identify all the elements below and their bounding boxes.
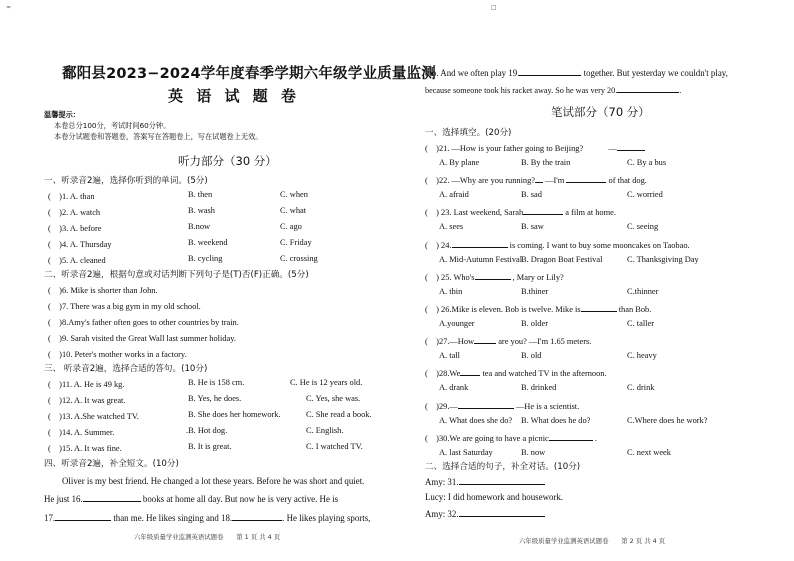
answer-paren[interactable]: ( bbox=[48, 396, 60, 405]
note-line-2: 本卷分试题卷和答题卷，答案写在答题卷上，写在试题卷上无效。 bbox=[54, 132, 263, 141]
passage-continued-1: too. And we often play 19. together. But yesterday we couldn't play, bbox=[425, 68, 728, 78]
blank-18[interactable] bbox=[232, 512, 282, 521]
answer-paren[interactable]: ( bbox=[425, 176, 437, 185]
right-page-footer: 六年级质量学业监测英语试题卷 第 2 页 共 4 页 bbox=[519, 537, 666, 545]
answer-paren[interactable]: ( bbox=[48, 240, 60, 249]
q4-option-c: C. Friday bbox=[280, 238, 312, 247]
q22-option-c: C. worried bbox=[627, 190, 663, 199]
passage-line-2: He just 16. books at home all day. But now he is very active. He is bbox=[44, 494, 339, 504]
q23-option-b: B. saw bbox=[521, 222, 544, 231]
q9: ( )9. Sarah visited the Great Wall last summer holiday. bbox=[48, 334, 236, 343]
q15: ( )15. A. It was fine. bbox=[48, 444, 122, 453]
passage-line-3: 17. than me. He likes singing and 18. . He likes playing sports, bbox=[44, 513, 371, 523]
q14-option-b: .B. Hot dog. bbox=[186, 426, 228, 435]
q29-option-a: A. What does she do? bbox=[439, 416, 513, 425]
q1-option-c: C. when bbox=[280, 190, 308, 199]
blank-29[interactable] bbox=[458, 400, 514, 409]
q25-option-c: C.thinner bbox=[627, 287, 659, 296]
q25-option-a: A. thin bbox=[439, 287, 463, 296]
passage-line-1: Oliver is my best friend. He changed a lot these years. Before he was short and quiet. bbox=[62, 476, 365, 486]
blank-28[interactable] bbox=[460, 367, 480, 376]
answer-paren[interactable]: ( bbox=[425, 434, 437, 443]
blank-21[interactable] bbox=[617, 142, 645, 151]
q11-option-b: B. He is 158 cm. bbox=[188, 378, 245, 387]
dialogue-line-31: Amy: 31. bbox=[425, 476, 545, 487]
answer-paren[interactable]: ( bbox=[425, 273, 437, 282]
blank-22[interactable] bbox=[566, 174, 606, 183]
q12-option-b: B. Yes, he does. bbox=[188, 394, 242, 403]
q30-option-a: A. last Saturday bbox=[439, 448, 493, 457]
q30-option-b: B. now bbox=[521, 448, 546, 457]
q11-option-c: C. He is 12 years old. bbox=[290, 378, 363, 387]
section2-heading: 二、听录音2遍，根据句意或对话判断下列句子是(T)否(F)正确。(5分) bbox=[44, 270, 309, 280]
q3-option-b: B.now bbox=[188, 222, 211, 231]
blank-24[interactable] bbox=[452, 239, 508, 248]
answer-paren[interactable]: ( bbox=[48, 224, 60, 233]
section1-heading: 一、听录音2遍，选择你听到的单词。(5分) bbox=[44, 176, 208, 186]
written-section1-heading: 一、选择填空。(20分) bbox=[425, 128, 512, 138]
answer-paren[interactable]: ( bbox=[48, 256, 60, 265]
answer-paren[interactable]: ( bbox=[425, 208, 437, 217]
blank-20[interactable] bbox=[617, 84, 679, 93]
answer-paren[interactable]: ( bbox=[48, 334, 60, 343]
q6: ( )6. Mike is shorter than John. bbox=[48, 286, 158, 295]
right-page bbox=[397, 0, 794, 561]
written-title: 笔试部分（70 分） bbox=[551, 105, 650, 119]
q2: ( )2. A. watch bbox=[48, 208, 101, 217]
written-section2-heading: 二、选择合适的句子，补全对话。(10分) bbox=[425, 462, 581, 472]
answer-paren[interactable]: ( bbox=[48, 318, 60, 327]
q25: ( ) 25. Who's , Mary or Lily? bbox=[425, 273, 564, 282]
blank-23[interactable] bbox=[523, 206, 563, 215]
answer-paren[interactable]: ( bbox=[425, 369, 437, 378]
corner-mark-right: □ bbox=[491, 4, 497, 11]
q5-option-b: B. cycling bbox=[188, 254, 223, 263]
q28-option-b: B. drinked bbox=[521, 383, 557, 392]
blank-32[interactable] bbox=[459, 508, 545, 517]
left-page-footer: 六年级质量学业监测英语试题卷 第 1 页 共 4 页 bbox=[134, 533, 281, 541]
q13-option-b: B. She does her homework. bbox=[188, 410, 281, 419]
q28-option-a: A. drank bbox=[439, 383, 469, 392]
q21: ( )21. —How is your father going to Beijing? — bbox=[425, 142, 645, 154]
q23-option-c: C. seeing bbox=[627, 222, 659, 231]
answer-paren[interactable]: ( bbox=[48, 412, 60, 421]
q7: ( )7. There was a big gym in my old school. bbox=[48, 302, 201, 311]
q3-option-c: C. ago bbox=[280, 222, 302, 231]
q24-option-c: C. Thanksgiving Day bbox=[627, 255, 699, 264]
q21-option-b: B. By the train bbox=[521, 158, 571, 167]
q27-option-c: C. heavy bbox=[627, 351, 657, 360]
q28-option-c: C. drink bbox=[627, 383, 655, 392]
notes-heading: 温馨提示： bbox=[44, 110, 80, 119]
passage-continued-2: because someone took his racket away. So he was very 20. . bbox=[425, 86, 682, 95]
q13: ( )13. A.She watched TV. bbox=[48, 412, 139, 421]
q1: ( )1. A. than bbox=[48, 192, 95, 201]
listening-title: 听力部分（30 分） bbox=[178, 154, 277, 168]
q24: ( ) 24. is coming. I want to buy some mooncakes on Taobao. bbox=[425, 241, 690, 250]
answer-paren[interactable]: ( bbox=[48, 380, 60, 389]
q26-option-a: A.younger bbox=[439, 319, 475, 328]
q12: ( )12. A. It was great. bbox=[48, 396, 126, 405]
q2-option-b: B. wash bbox=[188, 206, 215, 215]
q5: ( )5. A. cleaned bbox=[48, 256, 106, 265]
blank-19[interactable] bbox=[519, 67, 581, 76]
answer-paren[interactable]: ( bbox=[425, 402, 437, 411]
answer-paren[interactable]: ( bbox=[48, 208, 60, 217]
q27-option-b: B. old bbox=[521, 351, 542, 360]
q8: ( )8.Amy's father often goes to other countries by train. bbox=[48, 318, 239, 327]
q3: ( )3. A. before bbox=[48, 224, 102, 233]
q24-option-a: A. Mid-Autumn Festival bbox=[439, 255, 523, 264]
q30: ( )30.We are going to have a picnic . bbox=[425, 434, 597, 443]
exam-subtitle: 英 语 试 题 卷 bbox=[168, 87, 300, 105]
q26: ( ) 26.Mike is eleven. Bob is twelve. Mike is than Bob. bbox=[425, 305, 652, 314]
q22: ( )22. —Why are you running? —I'm of that dog. bbox=[425, 176, 647, 185]
q21-option-c: C. By a bus bbox=[627, 158, 667, 167]
q13-option-c: C. She read a book. bbox=[306, 410, 372, 419]
exam-title: 鄱阳县2023−2024学年度春季学期六年级学业质量监测 bbox=[62, 66, 436, 82]
answer-paren[interactable]: ( bbox=[425, 337, 437, 346]
q5-option-c: C. crossing bbox=[280, 254, 318, 263]
q28: ( )28.We tea and watched TV in the afternoon. bbox=[425, 369, 607, 378]
answer-paren[interactable]: ( bbox=[48, 192, 60, 201]
q30-option-c: C. next week bbox=[627, 448, 671, 457]
answer-paren[interactable]: ( bbox=[425, 241, 437, 250]
q23-option-a: A. sees bbox=[439, 222, 464, 231]
q22-option-b: B. sad bbox=[521, 190, 542, 199]
q1-option-b: B. then bbox=[188, 190, 213, 199]
q11: ( )11. A. He is 49 kg. bbox=[48, 380, 125, 389]
q26-option-b: B. older bbox=[521, 319, 548, 328]
q26-option-c: C. taller bbox=[627, 319, 654, 328]
q29: ( )29.— —He is a scientist. bbox=[425, 402, 580, 411]
blank-30[interactable] bbox=[549, 432, 593, 441]
blank-16[interactable] bbox=[83, 493, 141, 502]
q2-option-c: C. what bbox=[280, 206, 307, 215]
answer-paren[interactable]: ( bbox=[48, 286, 60, 295]
q24-option-b: B. Dragon Boat Festival bbox=[521, 255, 603, 264]
answer-paren[interactable]: ( bbox=[48, 350, 60, 359]
answer-paren[interactable]: ( bbox=[48, 302, 60, 311]
blank-17[interactable] bbox=[55, 512, 111, 521]
q25-option-b: B.thiner bbox=[521, 287, 549, 296]
q15-option-c: C. I watched TV. bbox=[306, 442, 363, 451]
dialogue-line-lucy: Lucy: I did homework and housework. bbox=[425, 492, 564, 502]
section4-heading: 四、听录音2遍，补全短文。(10分) bbox=[44, 459, 179, 469]
corner-mark-left: ≈ bbox=[6, 4, 12, 11]
note-line-1: 本卷总分100分，考试时间60分钟。 bbox=[54, 121, 171, 130]
q29-option-b: B. What does he do? bbox=[521, 416, 591, 425]
blank-26[interactable] bbox=[581, 303, 617, 312]
answer-paren[interactable]: ( bbox=[48, 428, 60, 437]
blank-25[interactable] bbox=[475, 271, 511, 280]
q4: ( )4. A. Thursday bbox=[48, 240, 112, 249]
q21-option-a: A. By plane bbox=[439, 158, 480, 167]
q12-option-c: C. Yes, she was. bbox=[306, 394, 361, 403]
section3-heading: 三、 听录音2遍，选择合适的答句。(10分) bbox=[44, 364, 208, 374]
q22-option-a: A. afraid bbox=[439, 190, 469, 199]
q23: ( ) 23. Last weekend, Sarah a film at home. bbox=[425, 208, 616, 217]
q4-option-b: B. weekend bbox=[188, 238, 228, 247]
q29-option-c: C.Where does he work? bbox=[627, 416, 708, 425]
answer-paren[interactable]: ( bbox=[425, 144, 437, 153]
dialogue-line-32: Amy: 32. bbox=[425, 508, 545, 519]
blank-27-a[interactable] bbox=[474, 335, 496, 344]
answer-paren[interactable]: ( bbox=[425, 305, 437, 314]
q14-option-c: C. English. bbox=[306, 426, 344, 435]
answer-paren[interactable]: ( bbox=[48, 444, 60, 453]
q27-option-a: A. tall bbox=[439, 351, 460, 360]
q15-option-b: B. It is great. bbox=[188, 442, 232, 451]
q10: ( )10. Peter's mother works in a factory. bbox=[48, 350, 187, 359]
q27: ( )27.—How are you? —I'm 1.65 meters. bbox=[425, 337, 592, 346]
blank-22-a[interactable] bbox=[535, 174, 543, 183]
blank-31[interactable] bbox=[459, 476, 545, 485]
q14: ( )14. A. Summer. bbox=[48, 428, 115, 437]
